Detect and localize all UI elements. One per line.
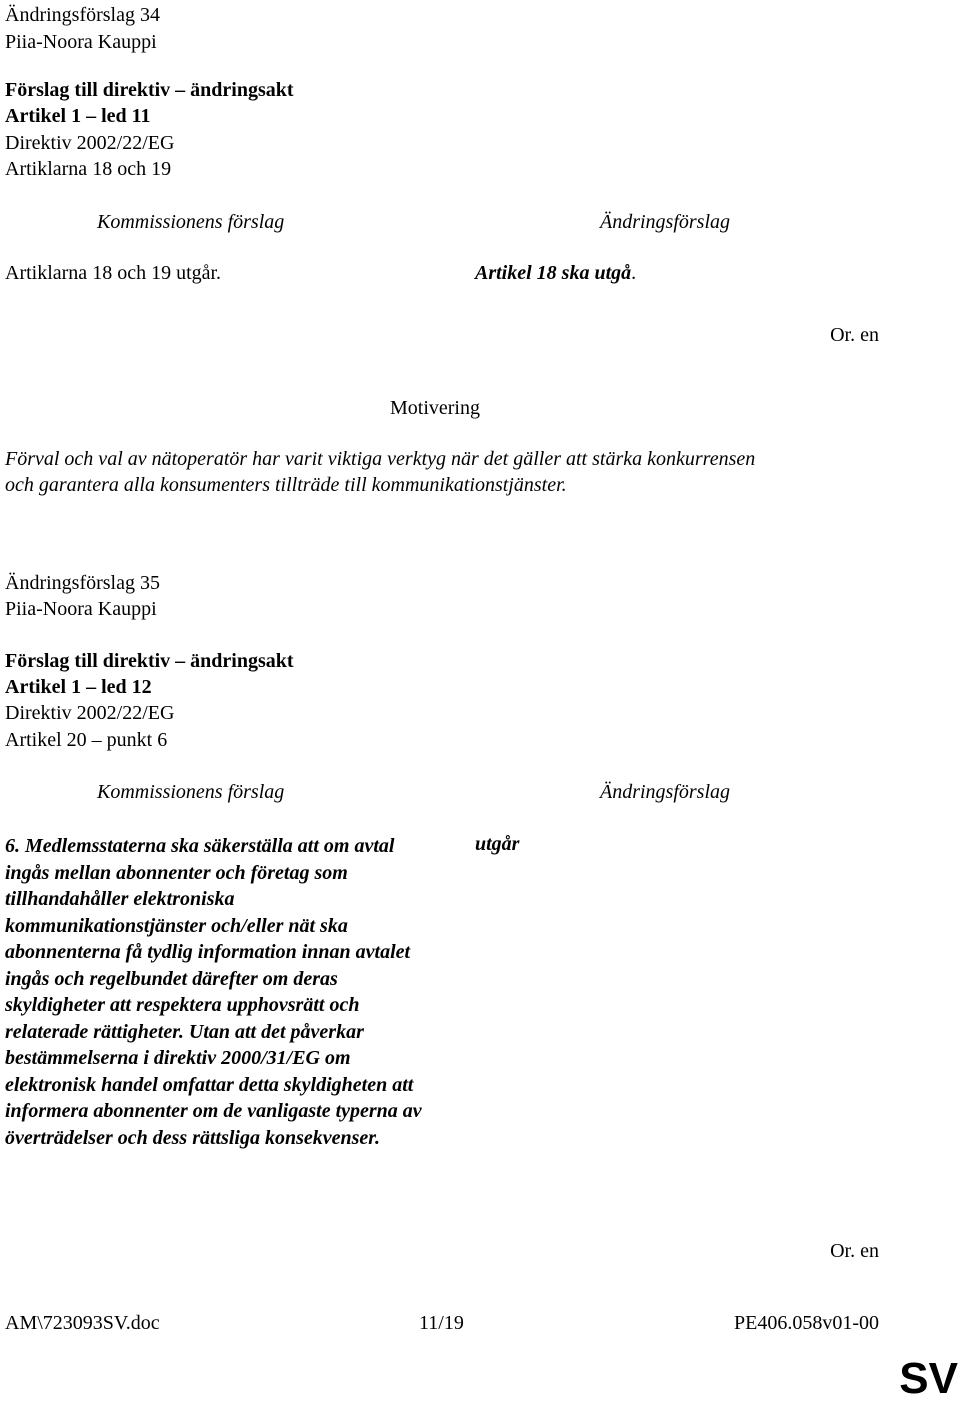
amendment-34-commission-heading: Kommissionens förslag [97,211,285,233]
amendment-34-target-article: Artiklarna 18 och 19 [5,158,172,180]
amendment-34-proposal: Förslag till direktiv – ändringsakt [5,79,294,101]
amendment-35-target-article: Artikel 20 – punkt 6 [5,729,168,751]
amendment-35-commission-heading: Kommissionens förslag [97,781,285,803]
amendment-35-directive: Direktiv 2002/22/EG [5,702,175,724]
amendment-34-original-language: Or. en [830,324,879,346]
amendment-34-amendment-text [475,260,636,286]
amendment-34-directive: Direktiv 2002/22/EG [5,132,175,154]
footer-pe-ref: PE406.058v01-00 [734,1312,879,1334]
amendment-35-author: Piia-Noora Kauppi [5,598,157,620]
amendment-35-commission-text: 6. Medlemsstaterna ska säkerställa att om avtal ingås mellan abonnenter och företag som tillhandahåller elektroniska kommunikationstjänster och/eller nät ska abonnenterna få tydlig information innan avtalet ingås och regelbundet därefter om deras skyldigheter att respektera upphovsrätt och relaterade rättigheter. Utan att det påverkar bestämmelserna i direktiv 2000/31/EG om elektronisk handel omfattar detta skyldigheten att informera abonnenter om de vanligaste typerna av överträdelser och dess rättsliga konsekvenser. [5,835,422,1149]
amendment-35-amendment-text: utgår [475,833,520,855]
amendment-34-amendment-bold: Artikel 18 ska utgå [475,262,632,284]
amendment-34-commission-text: Artiklarna 18 och 19 utgår. [5,262,222,284]
justification-line-2: och garantera alla konsumenters tillträde till kommunikationstjänster. [5,474,567,496]
justification-line-1: Förval och val av nätoperatör har varit viktiga verktyg när det gäller att stärka konkurrensen [5,448,756,470]
footer-page-number: 11/19 [419,1312,464,1334]
amendment-35-article: Artikel 1 – led 12 [5,676,152,698]
amendment-34-amendment-heading: Ändringsförslag [600,211,731,233]
amendment-34-author: Piia-Noora Kauppi [5,31,157,53]
amendment-35-original-language: Or. en [830,1240,879,1262]
amendment-35-proposal: Förslag till direktiv – ändringsakt [5,650,294,672]
amendment-35-amendment-heading: Ändringsförslag [600,781,731,803]
justification-heading: Motivering [390,397,480,419]
language-badge: SV [899,1354,958,1403]
amendment-35-number: Ändringsförslag 35 [5,572,160,594]
amendment-34-article: Artikel 1 – led 11 [5,105,151,127]
amendment-34-number: Ändringsförslag 34 [5,4,160,26]
footer-doc-ref: AM\723093SV.doc [5,1312,160,1334]
amendment-34-amendment-end: . [631,262,637,284]
